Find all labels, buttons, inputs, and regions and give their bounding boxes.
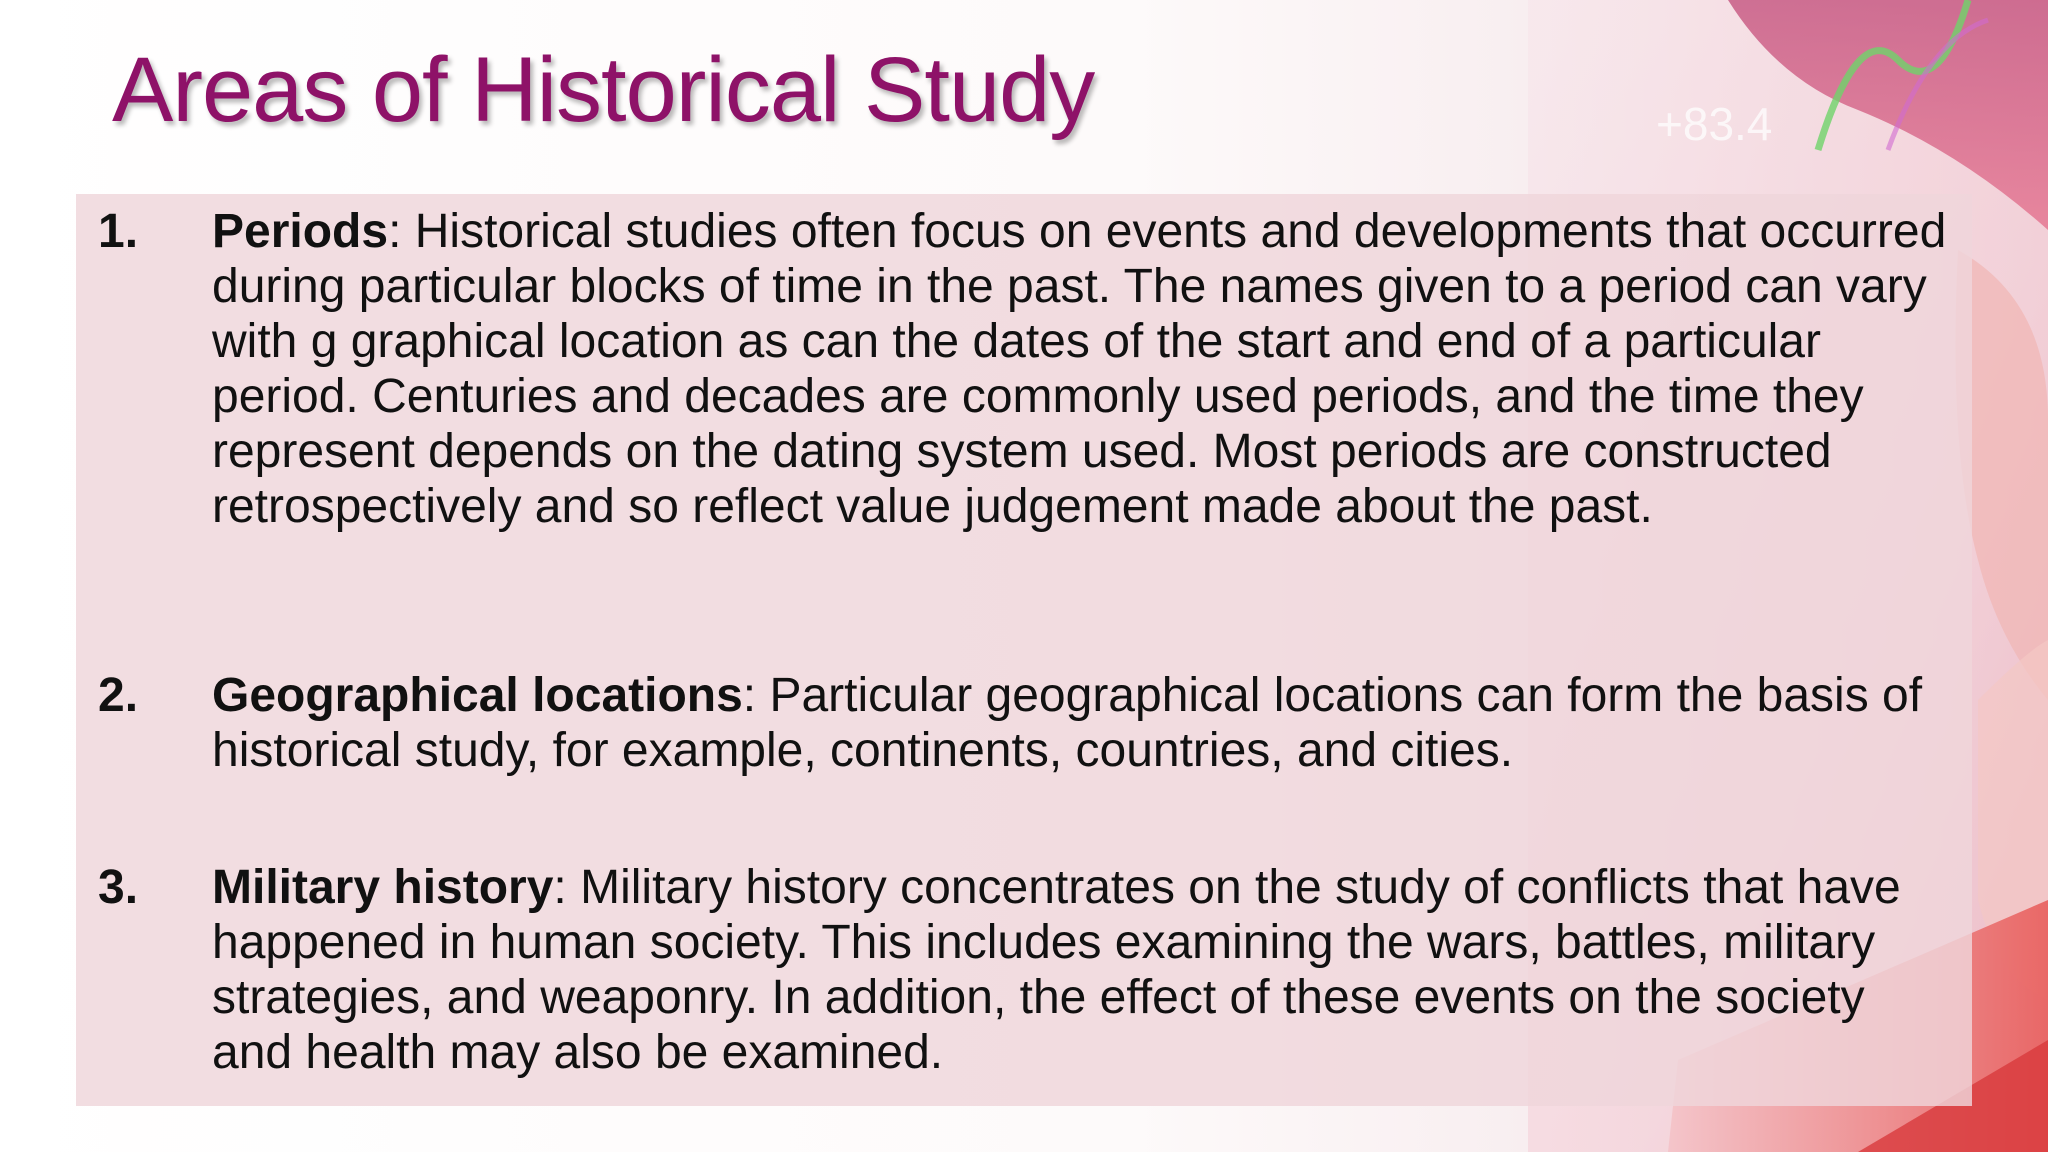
item-number: 3. <box>98 861 139 914</box>
slide-title: Areas of Historical Study <box>112 39 1095 141</box>
item-term: Geographical locations <box>212 669 743 722</box>
item-paragraph <box>212 668 1952 778</box>
item-number: 2. <box>98 669 139 722</box>
item-term: Periods <box>212 205 389 258</box>
item-paragraph <box>212 860 1952 1080</box>
item-text: : Military history concentrates on the study of conflicts that have happened in human society. This includes examining the wars, battles, military strategies, and weaponry. In addition, the effect of these events on the society and health may also be examined. <box>212 861 1901 1079</box>
overlay-number: +83.4 <box>1656 98 1773 150</box>
item-paragraph <box>212 204 1952 534</box>
content-box <box>76 194 1972 1106</box>
item-term: Military history <box>212 861 554 914</box>
item-text: : Particular geographical locations can form the basis of historical study, for example, continents, countries, and cities. <box>212 669 1923 777</box>
item-number: 1. <box>98 205 139 258</box>
item-text: : Historical studies often focus on events and developments that occurred during particular blocks of time in the past. The names given to a period can vary with g graphical location as can the dates of the start and end of a particular period. Centuries and decades are commonly used periods, and the time they represent depends on the dating system used. Most periods are constructed retrospectively and so reflect value judgement made about the past. <box>212 205 1947 533</box>
